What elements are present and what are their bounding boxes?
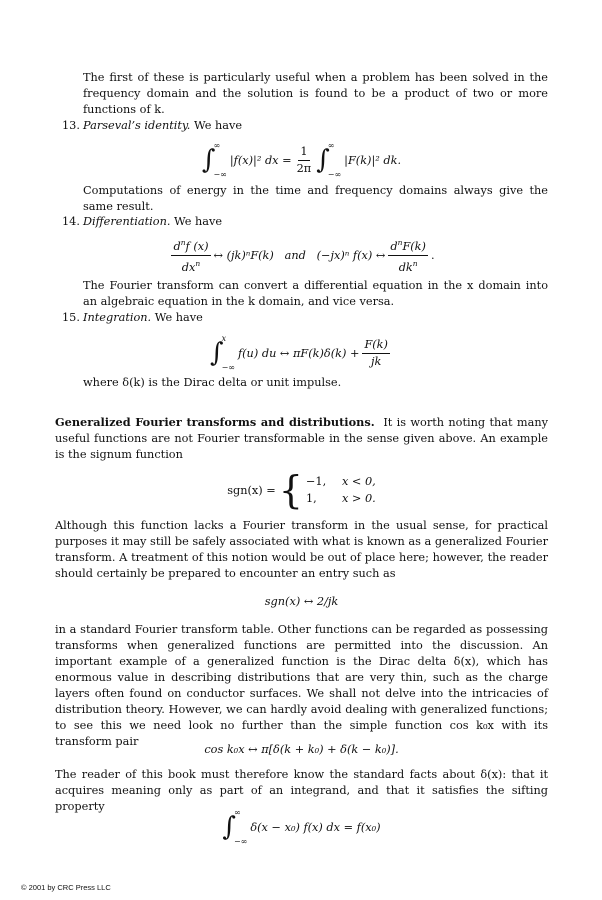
item-15-title: Integration.	[83, 311, 152, 324]
signum-definition	[55, 470, 548, 510]
section-paragraph-4: The reader of this book must therefore know the standard facts about δ(x): that it acquires meaning only as part of an integrand, and that it satisfies the sifting property	[55, 768, 548, 813]
sgn-lhs: sgn(x) =	[227, 483, 276, 497]
differentiation-equation: $\frac{d^nf (x)}{dx^n}$ ↔ (jk)ⁿF(k) and (−jx)ⁿ f(x) ↔ $\frac{d^nF(k)}{dk^n}$ .	[173, 237, 435, 274]
section-paragraph-1: Generalized Fourier transforms and distributions. It is worth noting that many useful functions are not Fourier transformable in the sense given above. An example is the signum function	[55, 415, 548, 461]
item-14-heading	[83, 214, 222, 230]
parseval-equation: ∫ ∞ −∞ |f(x)|² dx = $\frac{1}{2\pi}$ ∫ ∞ −∞ |F(k)|² dk.	[201, 141, 402, 179]
integral-sign: ∫	[201, 145, 216, 175]
item-14-number: 14.	[62, 215, 80, 228]
item-13-number: 13.	[62, 119, 80, 132]
parseval-rhs: |F(k)|² dk.	[344, 153, 402, 167]
section-paragraph-3: in a standard Fourier transform table. Other functions can be regarded as possessing transforms when generalized functions are permitted into the discussion. An important example of a generalized function is the Dirac delta δ(x), which has enormous value in describing distributions that are very thin, such as the charge layers often found on conductor surfaces. We shall not delve into the intricacies of distribution theory. However, we can hardly avoid dealing with generalized functions; to see this we need look no further than the simple function cos k₀x with its transform pair	[55, 623, 548, 748]
diff-middle: ↔ (jk)ⁿF(k) and (−jx)ⁿ f(x) ↔	[213, 248, 386, 262]
item-15-heading	[83, 310, 203, 326]
sgn-cases: −1, x < 0, 1, x > 0.	[305, 475, 376, 505]
item-13-title: Parseval’s identity.	[83, 119, 191, 132]
section-paragraph-2: Although this function lacks a Fourier transform in the usual sense, for practical purposes it may still be safely associated with what is known as a generalized Fourier transform. A treatment of this notion would be out of place here; however, the reader should certainly be prepared to encounter an entry such as	[55, 519, 548, 580]
parseval-lhs: |f(x)|² dx =	[229, 153, 292, 167]
item-13-after: Computations of energy in the time and frequency domains always give the same result.	[83, 184, 548, 213]
section-heading: Generalized Fourier transforms and distributions.	[55, 415, 375, 429]
item-13-heading	[83, 118, 242, 134]
item-15-number: 15.	[62, 311, 80, 324]
left-brace: {	[278, 468, 303, 512]
copyright-footer: © 2001 by CRC Press LLC	[21, 883, 111, 892]
item-14-title: Differentiation.	[83, 215, 171, 228]
integral-sign: ∫	[210, 338, 224, 368]
item-15-text: We have	[154, 311, 203, 324]
intro-paragraph: The first of these is particularly useful when a problem has been solved in the frequency domain and the solution is found to be a product of two or more functions of k.	[83, 71, 548, 116]
integ-mid: f(u) du ↔ πF(k)δ(k) +	[237, 346, 360, 360]
integral-sign: ∫	[222, 812, 236, 842]
sgn-transform-pair: sgn(x) ↔ 2/jk	[264, 594, 339, 608]
cos-transform-pair: cos k₀x ↔ π[δ(k + k₀) + δ(k − k₀)].	[204, 742, 399, 756]
integration-equation: ∫ x −∞ f(u) du ↔ πF(k)δ(k) + $\frac{F(k)}{jk}$	[210, 334, 388, 372]
item-13-text: We have	[194, 119, 243, 132]
sifting-property-equation: ∫ ∞ −∞ δ(x − x₀) f(x) dx = f(x₀)	[222, 808, 381, 846]
item-14-after: The Fourier transform can convert a differential equation in the x domain into an algebraic equation in the k domain, and vice versa.	[83, 279, 548, 308]
parseval-coef-den: 2π	[296, 161, 312, 175]
integral-sign: ∫	[316, 145, 330, 175]
item-14-text: We have	[174, 215, 223, 228]
parseval-coef-num: 1	[298, 145, 309, 161]
item-15-after: where δ(k) is the Dirac delta or unit impulse.	[83, 376, 342, 389]
